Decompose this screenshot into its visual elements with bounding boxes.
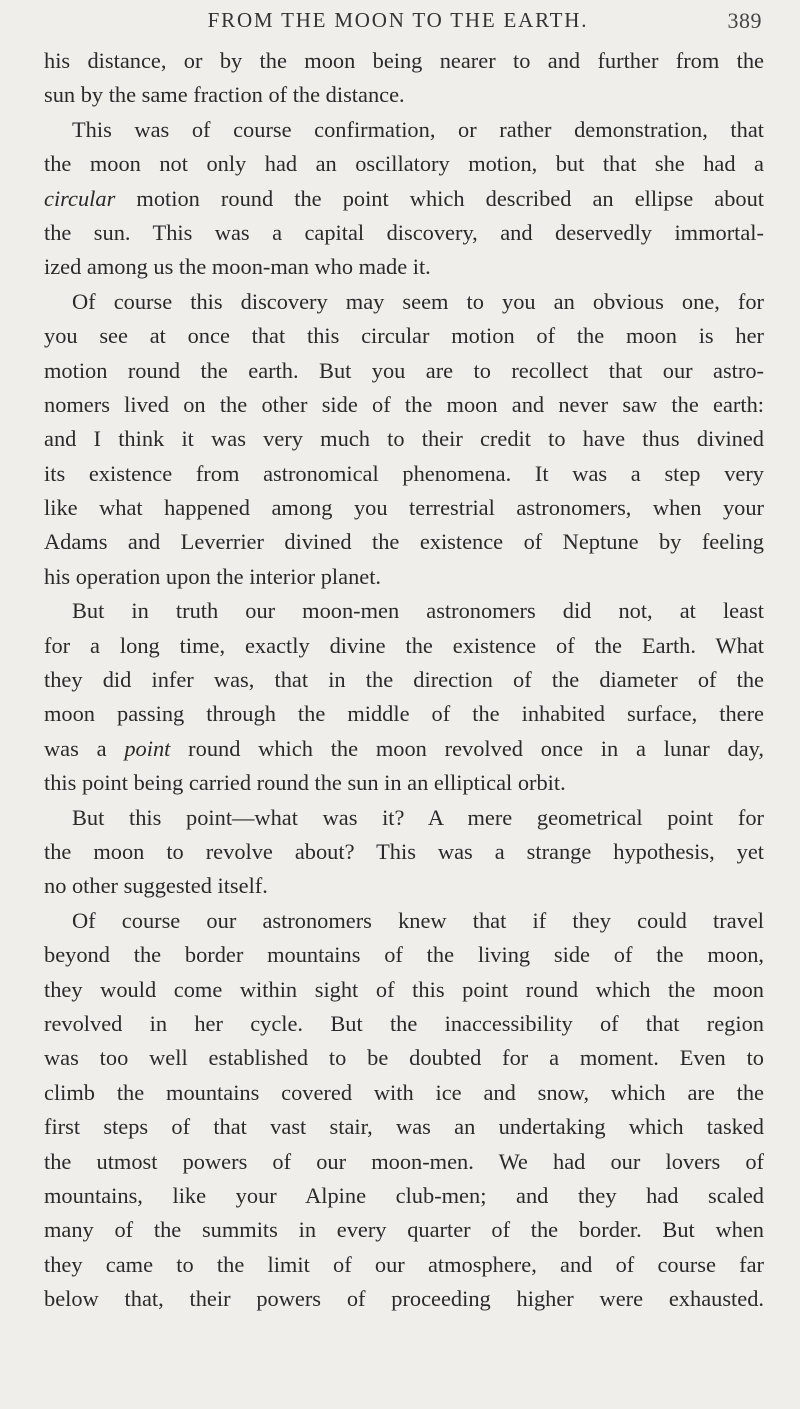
text-line bbox=[44, 732, 764, 766]
text-line: for a long time, exactly divine the existence of the Earth. What bbox=[44, 632, 764, 658]
text-line bbox=[44, 182, 764, 216]
text-line: revolved in her cycle. But the inaccessibility of that region bbox=[44, 1010, 764, 1036]
italic-word: circular bbox=[44, 185, 116, 211]
text-line: sun by the same fraction of the distance. bbox=[44, 82, 405, 108]
text-line: the sun. This was a capital discovery, and deservedly immortal- bbox=[44, 219, 764, 245]
text-line: climb the mountains covered with ice and snow, which are the bbox=[44, 1079, 764, 1105]
body-text bbox=[44, 44, 764, 1316]
text-line: mountains, like your Alpine club-men; and they had scaled bbox=[44, 1182, 764, 1208]
text-line: moon passing through the middle of the inhabited surface, there bbox=[44, 701, 764, 727]
text-line: the utmost powers of our moon-men. We had our lovers of bbox=[44, 1148, 764, 1174]
text-run: round which the moon revolved once in a lunar day, bbox=[170, 735, 764, 761]
text-line: and I think it was very much to their credit to have thus divined bbox=[44, 426, 764, 452]
italic-word: point bbox=[124, 735, 171, 761]
text-run: motion round the point which described an ellipse about bbox=[115, 185, 764, 211]
text-line: no other suggested itself. bbox=[44, 873, 268, 899]
text-line: Of course our astronomers knew that if they could travel bbox=[72, 907, 764, 933]
text-line: But in truth our moon-men astronomers did not, at least bbox=[72, 598, 764, 624]
text-line: you see at once that this circular motion of the moon is her bbox=[44, 323, 764, 349]
running-head bbox=[0, 8, 800, 38]
text-line: its existence from astronomical phenomena. It was a step very bbox=[44, 460, 764, 486]
text-line: But this point—what was it? A mere geometrical point for bbox=[72, 804, 764, 830]
text-line: beyond the border mountains of the living side of the moon, bbox=[44, 942, 764, 968]
text-line: many of the summits in every quarter of the border. But when bbox=[44, 1217, 764, 1243]
text-line: the moon not only had an oscillatory motion, but that she had a bbox=[44, 151, 764, 177]
text-line: they would come within sight of this point round which the moon bbox=[44, 976, 764, 1002]
text-line: This was of course confirmation, or rather demonstration, that bbox=[72, 116, 764, 142]
page-number: 389 bbox=[727, 8, 762, 33]
text-line: his distance, or by the moon being nearer to and further from the bbox=[44, 48, 764, 73]
text-line: Of course this discovery may seem to you an obvious one, for bbox=[72, 288, 764, 314]
text-line: the moon to revolve about? This was a strange hypothesis, yet bbox=[44, 838, 764, 864]
text-line: motion round the earth. But you are to recollect that our astro- bbox=[44, 357, 764, 383]
text-run: was a bbox=[44, 735, 125, 761]
text-line: this point being carried round the sun in an elliptical orbit. bbox=[44, 770, 566, 796]
text-line: first steps of that vast stair, was an undertaking which tasked bbox=[44, 1114, 764, 1140]
text-line: ized among us the moon-man who made it. bbox=[44, 254, 431, 280]
text-line: they did infer was, that in the direction of the diameter of the bbox=[44, 667, 764, 693]
text-line: nomers lived on the other side of the moon and never saw the earth: bbox=[44, 391, 764, 417]
text-line: his operation upon the interior planet. bbox=[44, 563, 382, 589]
text-line: below that, their powers of proceeding higher were exhausted. bbox=[44, 1286, 764, 1312]
text-line: Adams and Leverrier divined the existence of Neptune by feeling bbox=[44, 529, 764, 555]
text-line: was too well established to be doubted for a moment. Even to bbox=[44, 1045, 764, 1071]
text-line: like what happened among you terrestrial astronomers, when your bbox=[44, 495, 764, 521]
text-line: they came to the limit of our atmosphere, and of course far bbox=[44, 1251, 764, 1277]
running-title: FROM THE MOON TO THE EARTH. bbox=[207, 8, 589, 32]
